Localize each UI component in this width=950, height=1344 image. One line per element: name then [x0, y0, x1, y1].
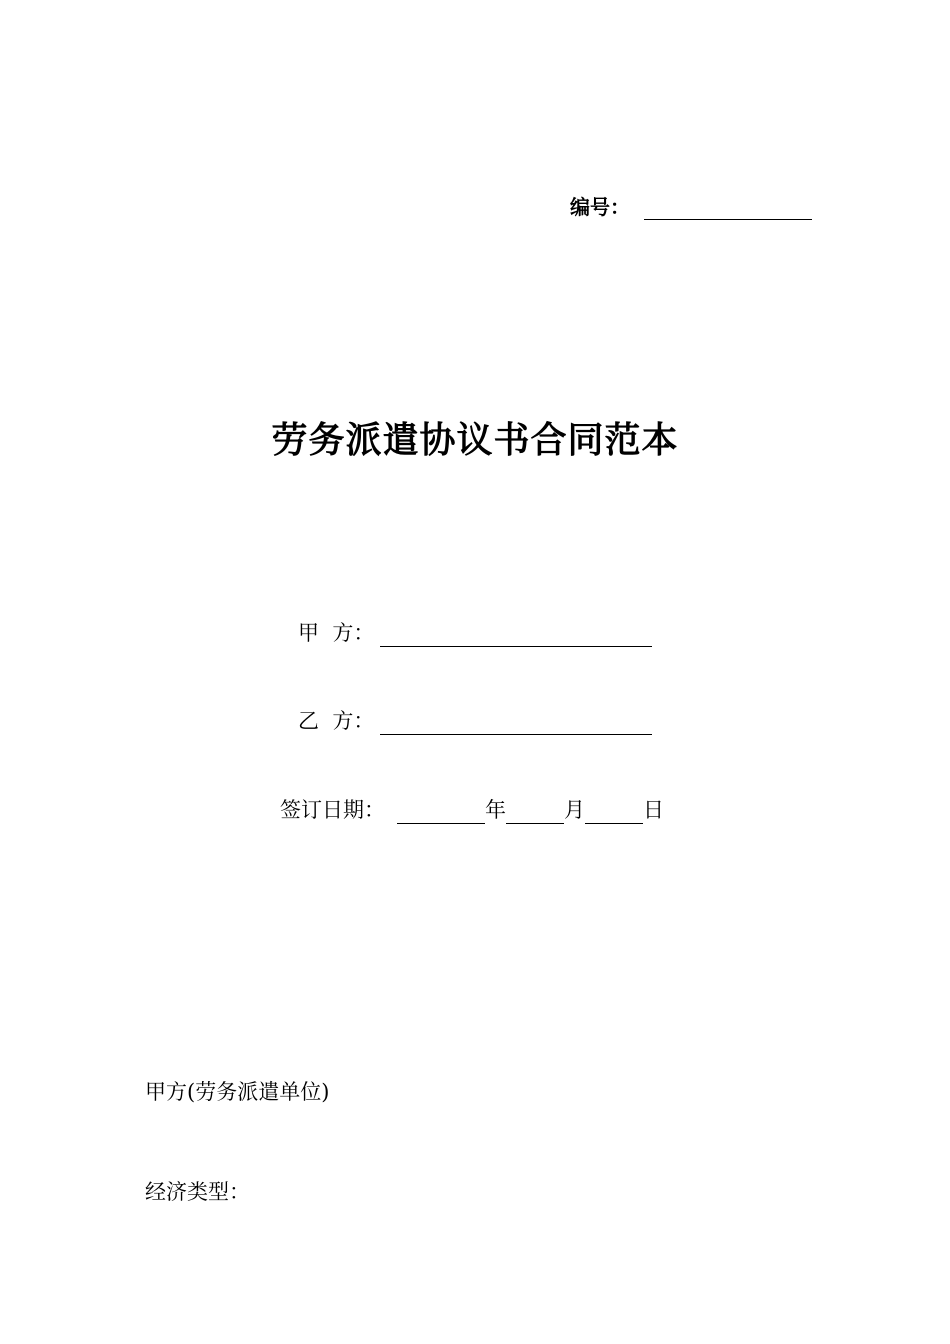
party-a-field — [298, 617, 652, 647]
day-label: 日 — [643, 798, 664, 822]
sign-date-field — [280, 794, 664, 824]
serial-number-blank — [644, 197, 812, 220]
sign-date-label: 签订日期： — [280, 798, 385, 822]
party-a-intro: 甲方(劳务派遣单位) — [145, 1080, 330, 1104]
year-label: 年 — [485, 798, 506, 822]
party-b-blank — [380, 712, 652, 735]
year-blank — [397, 801, 485, 824]
party-a-blank — [380, 624, 652, 647]
month-blank — [506, 801, 564, 824]
party-b-field — [298, 705, 652, 735]
day-blank — [585, 801, 643, 824]
party-b-label: 乙 方： — [298, 709, 375, 733]
month-label: 月 — [564, 798, 585, 822]
party-a-label: 甲 方： — [298, 621, 375, 645]
serial-number-label: 编号： — [570, 195, 630, 219]
document-title: 劳务派遣协议书合同范本 — [271, 420, 679, 461]
serial-number-field — [570, 190, 812, 220]
economic-type-label: 经济类型： — [145, 1180, 250, 1204]
